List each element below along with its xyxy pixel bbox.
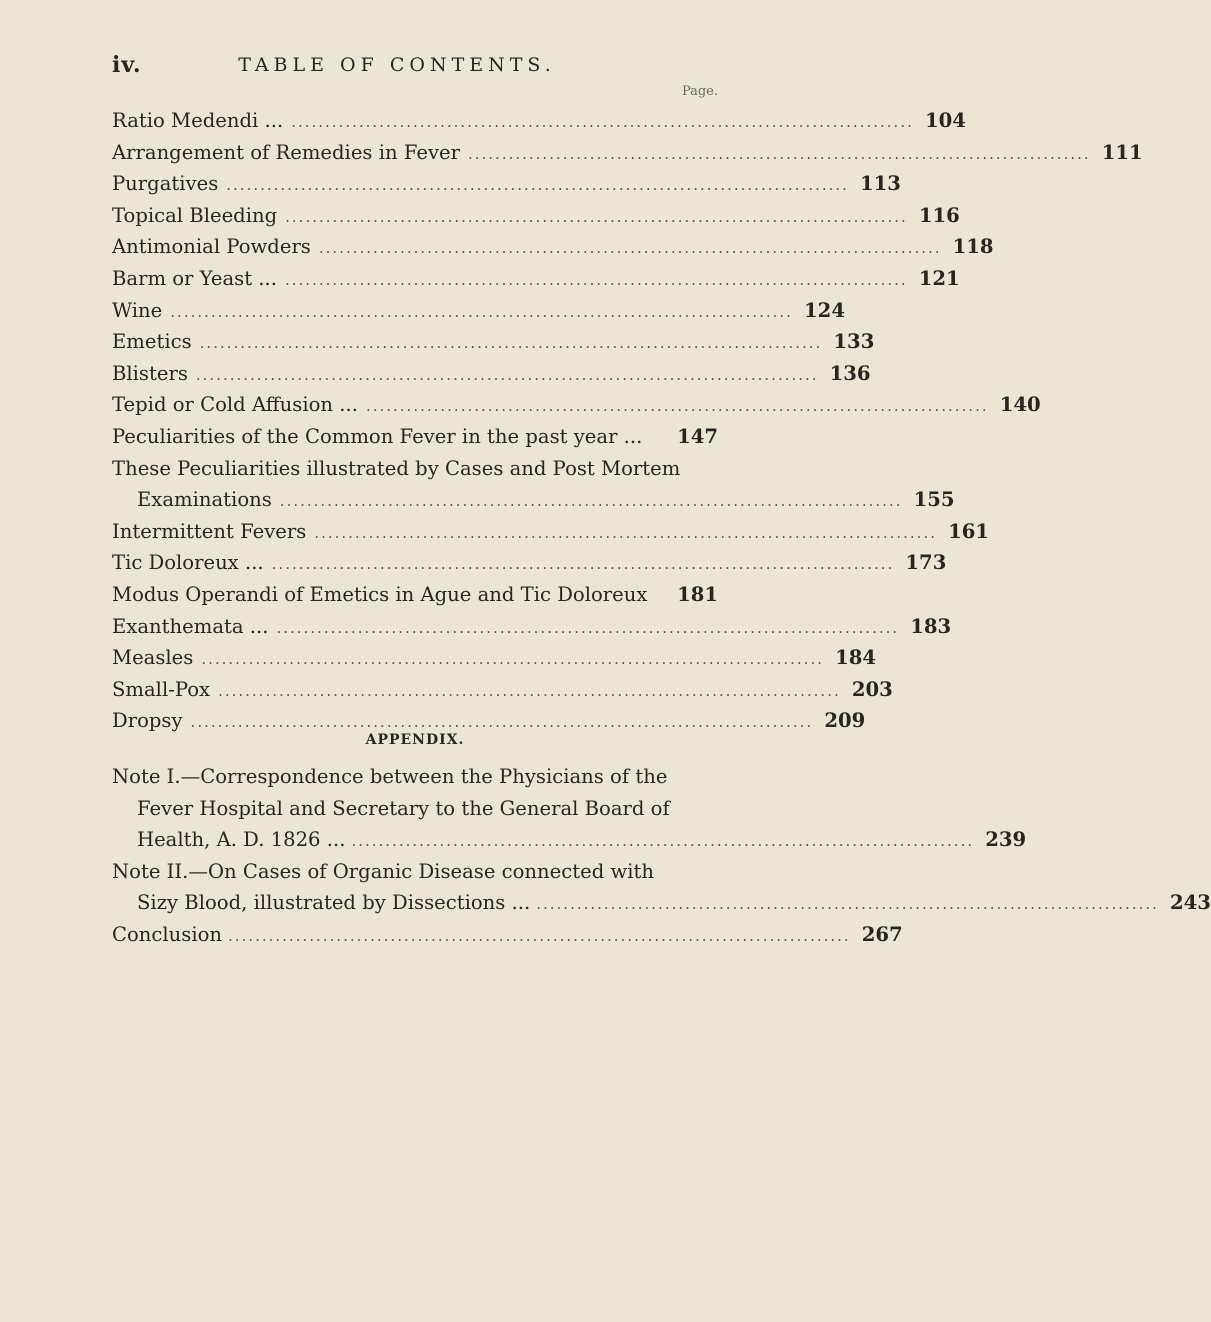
- appendix-line-text: Sizy Blood, illustrated by Dissections ...: [137, 891, 531, 915]
- toc-entry-page: 161: [948, 519, 989, 543]
- appendix-line-page: 267: [861, 922, 903, 946]
- toc-entry-page: 155: [913, 488, 955, 512]
- page-header: [112, 52, 682, 82]
- toc-entry-title: Blisters: [112, 361, 188, 385]
- appendix-line: Conclusion ............................................................................................ 267: [112, 919, 718, 951]
- toc-entry-title: Antimonial Powders: [112, 235, 311, 259]
- toc-entry-page: 111: [1101, 140, 1143, 164]
- appendix-line: Health, A. D. 1826 ... ............................................................................................ 239: [112, 824, 718, 856]
- toc-entry-title: These Peculiarities illustrated by Cases and Post Mortem: [112, 456, 681, 480]
- toc-entry: Wine ............................................................................................ 124: [112, 295, 718, 327]
- toc-entry: [112, 453, 718, 485]
- toc-entry-page: 181: [677, 582, 718, 606]
- toc-entry-page: 203: [851, 677, 893, 701]
- toc-entry: Exanthemata ... ............................................................................................ 183: [112, 611, 718, 643]
- toc-entry-page: 140: [999, 393, 1041, 417]
- toc-entry-title: Modus Operandi of Emetics in Ague and Tic Doloreux: [112, 582, 648, 606]
- toc-entry: Dropsy ............................................................................................ 209: [112, 705, 718, 737]
- toc-entry-page: 183: [910, 614, 952, 638]
- toc-entry: Arrangement of Remedies in Fever ............................................................................................ 111: [112, 137, 718, 169]
- toc-entry-page: 104: [924, 109, 966, 132]
- page-column-label: Page.: [681, 84, 718, 99]
- toc-entry-title: Tepid or Cold Affusion ...: [112, 393, 358, 417]
- toc-entry: Tic Doloreux ... ............................................................................................ 173: [112, 547, 718, 579]
- appendix-line-page: 243: [1170, 891, 1211, 915]
- page-number: iv.: [112, 52, 142, 78]
- toc-entry-title: Small-Pox: [112, 677, 211, 701]
- running-title: TABLE OF CONTENTS.: [238, 54, 556, 76]
- toc-entry-page: 147: [677, 424, 718, 448]
- toc-entry-page: 118: [952, 235, 994, 259]
- appendix-line: [112, 793, 718, 825]
- toc-entry-title: Wine: [112, 298, 163, 322]
- toc-entry: Antimonial Powders ............................................................................................ 118: [112, 231, 718, 263]
- toc-entry-title: Examinations: [137, 488, 272, 512]
- appendix-line-text: Note I.—Correspondence between the Physicians of the: [112, 765, 668, 788]
- toc-entry-title: Tic Doloreux ...: [112, 551, 264, 575]
- appendix-line-text: Health, A. D. 1826 ...: [137, 828, 346, 852]
- toc-entry: Topical Bleeding ............................................................................................ 116: [112, 200, 718, 232]
- toc-entry: Small-Pox ............................................................................................ 203: [112, 674, 718, 706]
- toc-entry-page: 173: [905, 551, 947, 575]
- toc-entry-page: 133: [833, 330, 875, 354]
- toc-entry: [112, 421, 718, 453]
- toc-entry-title: Exanthemata ...: [112, 614, 269, 638]
- toc-entry-page: 113: [860, 172, 901, 196]
- toc-entry-page: 116: [918, 203, 960, 227]
- toc-entry: Examinations ............................................................................................ 155: [112, 484, 718, 516]
- toc-entry-title: Topical Bleeding: [112, 203, 278, 227]
- toc-entry: Measles ............................................................................................ 184: [112, 642, 718, 674]
- toc-entry: Ratio Medendi ... ............................................................................................ 104: [112, 105, 718, 137]
- toc-entry: Tepid or Cold Affusion ... ............................................................................................ 140: [112, 389, 718, 421]
- toc-entry: Intermittent Fevers ............................................................................................ 161: [112, 516, 718, 548]
- toc-entry-title: Peculiarities of the Common Fever in the past year ...: [112, 424, 643, 448]
- toc-entry-title: Arrangement of Remedies in Fever: [112, 140, 460, 164]
- appendix-line-text: Conclusion: [112, 922, 223, 946]
- appendix-line-page: 239: [985, 828, 1027, 852]
- toc-entry: [112, 579, 718, 611]
- toc-entry-title: Barm or Yeast ...: [112, 266, 277, 290]
- toc-entry-title: Measles: [112, 646, 194, 670]
- appendix-line: Sizy Blood, illustrated by Dissections ... ............................................................................................ 243: [112, 887, 718, 919]
- appendix-heading: APPENDIX.: [365, 732, 465, 748]
- toc-entry-page: 209: [824, 709, 866, 733]
- toc-entry-page: 136: [829, 361, 871, 385]
- toc-entry: Purgatives ............................................................................................ 113: [112, 168, 718, 200]
- appendix-line: [112, 856, 718, 888]
- toc-entry: Emetics ............................................................................................ 133: [112, 326, 718, 358]
- toc-entry-title: Intermittent Fevers: [112, 519, 307, 543]
- contents-list: [112, 105, 1143, 737]
- toc-entry-title: Purgatives: [112, 172, 219, 196]
- toc-entry-page: 124: [804, 298, 845, 322]
- toc-entry: Blisters ............................................................................................ 136: [112, 358, 718, 390]
- toc-entry-title: Emetics: [112, 330, 192, 354]
- toc-entry-page: 184: [835, 646, 876, 670]
- appendix-list: [112, 761, 1211, 951]
- toc-entry-title: Ratio Medendi ...: [112, 109, 284, 132]
- appendix-line-text: Fever Hospital and Secretary to the General Board of: [137, 796, 670, 820]
- toc-entry-title: Dropsy: [112, 709, 183, 733]
- appendix-line-text: Note II.—On Cases of Organic Disease connected with: [112, 859, 655, 883]
- toc-entry: Barm or Yeast ... ............................................................................................ 121: [112, 263, 718, 295]
- appendix-line: [112, 761, 718, 793]
- toc-entry-page: 121: [918, 266, 960, 290]
